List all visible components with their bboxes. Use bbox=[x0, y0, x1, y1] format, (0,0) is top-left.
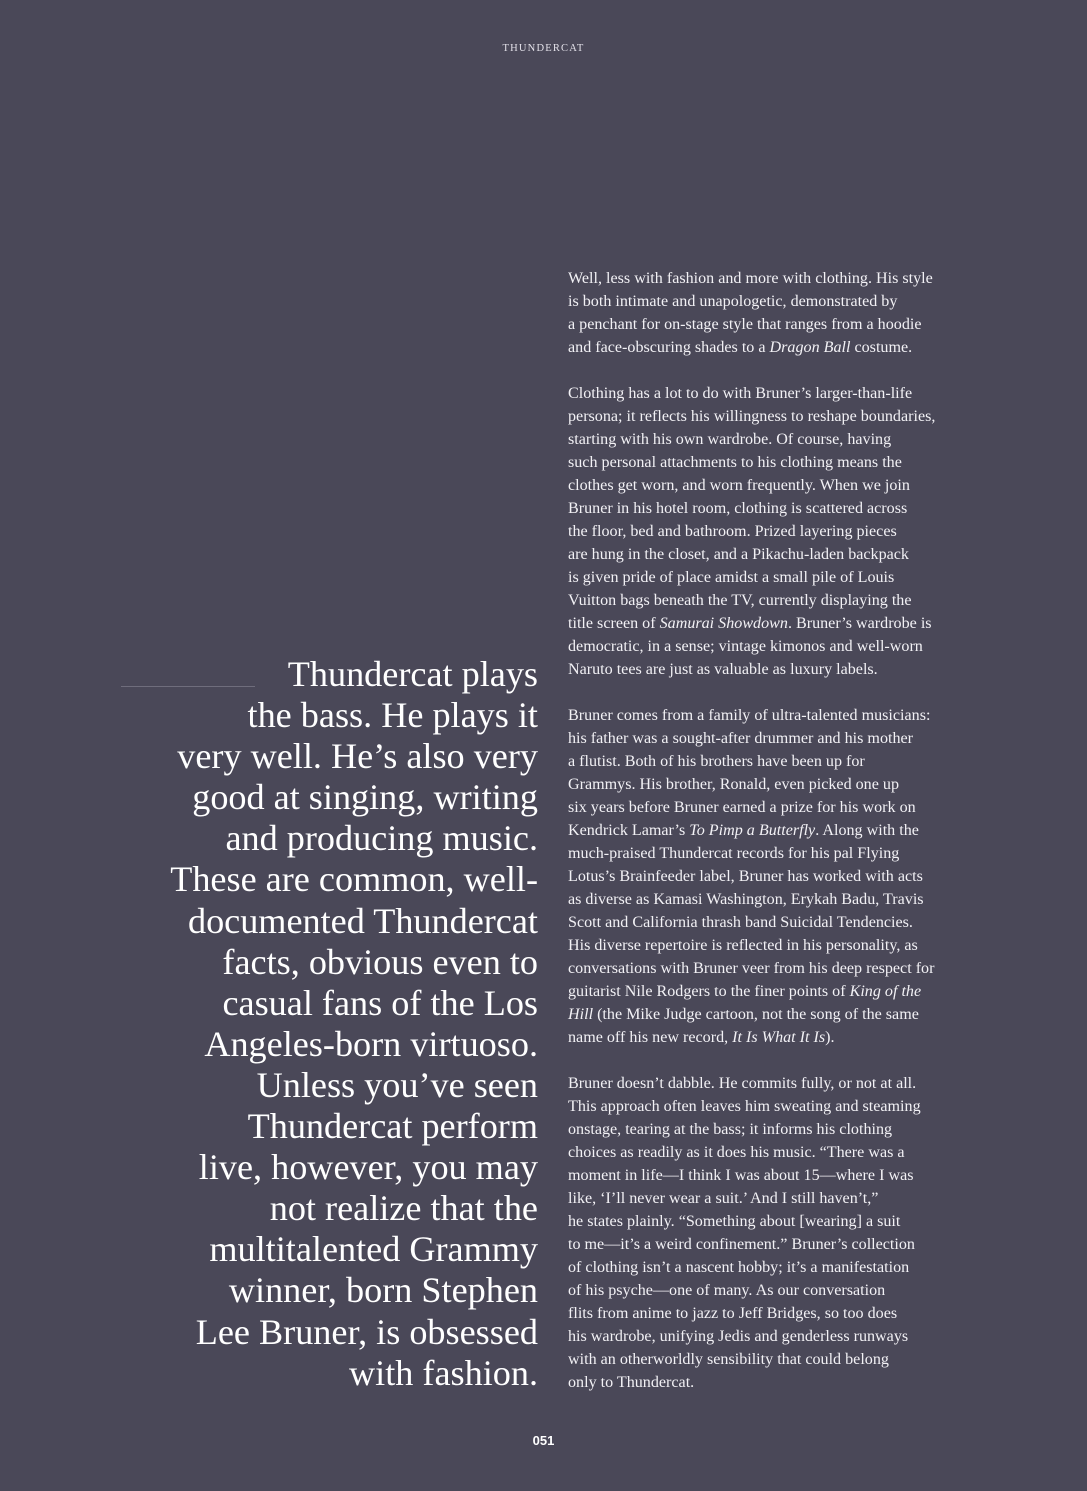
body-line bbox=[568, 1348, 1008, 1371]
pull-quote-line: facts, obvious even to bbox=[222, 941, 538, 982]
pull-quote-line: multitalented Grammy bbox=[209, 1229, 538, 1270]
body-line bbox=[568, 290, 1008, 313]
pull-quote-line: very well. He’s also very bbox=[177, 736, 538, 777]
body-text: his father was a sought-after drummer and his mother bbox=[568, 730, 914, 747]
body-paragraph bbox=[568, 267, 1008, 359]
body-line bbox=[568, 1233, 1008, 1256]
body-line bbox=[568, 1003, 1008, 1026]
body-text: democratic, in a sense; vintage kimonos and well-worn bbox=[568, 638, 923, 655]
pull-quote-line: not realize that the bbox=[269, 1188, 538, 1229]
body-text: name off his new record, bbox=[568, 1029, 733, 1046]
body-text: such personal attachments to his clothing means the bbox=[568, 454, 902, 471]
body-line bbox=[568, 497, 1008, 520]
body-line bbox=[568, 957, 1008, 980]
body-text: Bruner in his hotel room, clothing is scattered across bbox=[568, 500, 908, 517]
body-line bbox=[568, 566, 1008, 589]
body-text: His diverse repertoire is reflected in his personality, as bbox=[568, 937, 918, 954]
pull-quote-line: and producing music. bbox=[225, 818, 538, 859]
body-line bbox=[568, 773, 1008, 796]
body-line bbox=[568, 1210, 1008, 1233]
body-text: six years before Bruner earned a prize for his work on bbox=[568, 799, 916, 816]
body-text: with an otherworldly sensibility that could belong bbox=[568, 1351, 889, 1368]
pull-quote-line: These are common, well- bbox=[170, 859, 538, 900]
body-text: title screen of bbox=[568, 615, 660, 632]
body-text: a penchant for on-stage style that ranges from a hoodie bbox=[568, 316, 922, 333]
body-line bbox=[568, 1302, 1008, 1325]
body-text: onstage, tearing at the bass; it informs his clothing bbox=[568, 1121, 893, 1138]
body-line bbox=[568, 1371, 1008, 1394]
body-text: Naruto tees are just as valuable as luxury labels. bbox=[568, 661, 878, 678]
body-line bbox=[568, 796, 1008, 819]
body-text: only to Thundercat. bbox=[568, 1374, 695, 1391]
body-text: Bruner comes from a family of ultra-talented musicians: bbox=[568, 707, 931, 724]
italic-title: Hill bbox=[568, 1006, 594, 1023]
pull-quote-line: Unless you’ve seen bbox=[256, 1064, 538, 1105]
body-line bbox=[568, 451, 1008, 474]
italic-title: Dragon Ball bbox=[769, 339, 851, 356]
body-line bbox=[568, 819, 1008, 842]
body-line bbox=[568, 704, 1008, 727]
body-text: like, ‘I’ll never wear a suit.’ And I still haven’t,” bbox=[568, 1190, 879, 1207]
body-text: . Along with the bbox=[815, 822, 919, 839]
pull-quote-line: the bass. He plays it bbox=[247, 695, 538, 736]
body-text: of clothing isn’t a nascent hobby; it’s a manifestation bbox=[568, 1259, 910, 1276]
body-text: Vuitton bags beneath the TV, currently displaying the bbox=[568, 592, 912, 609]
body-line bbox=[568, 1325, 1008, 1348]
body-text: clothes get worn, and worn frequently. When we join bbox=[568, 477, 910, 494]
pull-quote-line: winner, born Stephen bbox=[228, 1270, 538, 1311]
body-text: and face-obscuring shades to a bbox=[568, 339, 770, 356]
body-paragraph bbox=[568, 382, 1008, 681]
body-text: as diverse as Kamasi Washington, Erykah Badu, Travis bbox=[568, 891, 924, 908]
body-text: to me—it’s a weird confinement.” Bruner’s collection bbox=[568, 1236, 915, 1253]
body-text: conversations with Bruner veer from his deep respect for bbox=[568, 960, 935, 977]
body-text: he states plainly. “Something about [wearing] a suit bbox=[568, 1213, 901, 1230]
body-text: choices as readily as it does his music. “There was a bbox=[568, 1144, 905, 1161]
body-text: much-praised Thundercat records for his pal Flying bbox=[568, 845, 900, 862]
body-text: his wardrobe, unifying Jedis and genderless runways bbox=[568, 1328, 909, 1345]
italic-title: It Is What It Is bbox=[732, 1029, 826, 1046]
body-line bbox=[568, 727, 1008, 750]
body-text: persona; it reflects his willingness to reshape boundaries, bbox=[568, 408, 936, 425]
body-line bbox=[568, 980, 1008, 1003]
body-line bbox=[568, 1164, 1008, 1187]
body-line bbox=[568, 589, 1008, 612]
body-line bbox=[568, 520, 1008, 543]
italic-title: King of the bbox=[849, 983, 922, 1000]
body-text: Well, less with fashion and more with clothing. His style bbox=[568, 270, 933, 287]
body-line bbox=[568, 1095, 1008, 1118]
body-line bbox=[568, 1279, 1008, 1302]
italic-title: To Pimp a Butterfly bbox=[689, 822, 816, 839]
body-text: the floor, bed and bathroom. Prized layering pieces bbox=[568, 523, 897, 540]
body-line bbox=[568, 911, 1008, 934]
body-text: Bruner doesn’t dabble. He commits fully, or not at all. bbox=[568, 1075, 917, 1092]
body-text: of his psyche—one of many. As our conversation bbox=[568, 1282, 886, 1299]
body-paragraph bbox=[568, 1072, 1008, 1394]
body-line bbox=[568, 1072, 1008, 1095]
body-line bbox=[568, 336, 1008, 359]
body-line bbox=[568, 888, 1008, 911]
body-text: ). bbox=[825, 1029, 835, 1046]
body-text: guitarist Nile Rodgers to the finer points of bbox=[568, 983, 850, 1000]
body-line bbox=[568, 1256, 1008, 1279]
body-text: Kendrick Lamar’s bbox=[568, 822, 690, 839]
body-text: flits from anime to jazz to Jeff Bridges, so too does bbox=[568, 1305, 898, 1322]
body-line bbox=[568, 382, 1008, 405]
italic-title: Samurai Showdown bbox=[659, 615, 788, 632]
body-line bbox=[568, 1118, 1008, 1141]
pull-quote-line: Angeles-born virtuoso. bbox=[204, 1023, 538, 1064]
pull-quote-line: documented Thundercat bbox=[187, 900, 538, 941]
body-line bbox=[568, 1141, 1008, 1164]
pull-quote-line: live, however, you may bbox=[198, 1147, 538, 1188]
pull-quote-line: Thundercat plays bbox=[287, 654, 538, 694]
pull-quote-line: casual fans of the Los bbox=[222, 982, 538, 1023]
body-line bbox=[568, 1187, 1008, 1210]
body-text: (the Mike Judge cartoon, not the song of the same bbox=[593, 1006, 919, 1023]
body-line bbox=[568, 612, 1008, 635]
body-line bbox=[568, 865, 1008, 888]
body-line bbox=[568, 405, 1008, 428]
body-line bbox=[568, 313, 1008, 336]
body-text: Grammys. His brother, Ronald, even picked one up bbox=[568, 776, 899, 793]
article-body bbox=[568, 267, 1008, 1417]
pull-quote bbox=[118, 654, 538, 1394]
body-text: starting with his own wardrobe. Of course, having bbox=[568, 431, 892, 448]
body-text: Scott and California thrash band Suicidal Tendencies. bbox=[568, 914, 913, 931]
body-line bbox=[568, 658, 1008, 681]
body-text: This approach often leaves him sweating and steaming bbox=[568, 1098, 921, 1115]
body-line bbox=[568, 635, 1008, 658]
page-number: 051 bbox=[532, 1433, 555, 1448]
body-line bbox=[568, 934, 1008, 957]
pull-quote-line: with fashion. bbox=[349, 1352, 538, 1393]
body-line bbox=[568, 428, 1008, 451]
body-line bbox=[568, 1026, 1008, 1049]
body-line bbox=[568, 543, 1008, 566]
body-line bbox=[568, 474, 1008, 497]
body-text: Clothing has a lot to do with Bruner’s larger-than-life bbox=[568, 385, 913, 402]
pull-quote-line: Lee Bruner, is obsessed bbox=[195, 1311, 538, 1352]
body-text: are hung in the closet, and a Pikachu-laden backpack bbox=[568, 546, 909, 563]
body-text: moment in life—I think I was about 15—where I was bbox=[568, 1167, 914, 1184]
body-text: . Bruner’s wardrobe is bbox=[787, 615, 932, 632]
body-line bbox=[568, 750, 1008, 773]
body-line bbox=[568, 267, 1008, 290]
pull-quote-line: Thundercat perform bbox=[247, 1106, 538, 1147]
body-text: is given pride of place amidst a small pile of Louis bbox=[568, 569, 895, 586]
body-paragraph bbox=[568, 704, 1008, 1049]
body-line bbox=[568, 842, 1008, 865]
body-text: a flutist. Both of his brothers have been up for bbox=[568, 753, 865, 770]
body-text: costume. bbox=[850, 339, 913, 356]
running-head: THUNDERCAT bbox=[502, 43, 585, 54]
body-text: Lotus’s Brainfeeder label, Bruner has worked with acts bbox=[568, 868, 923, 885]
pull-quote-line: good at singing, writing bbox=[192, 777, 538, 818]
body-text: is both intimate and unapologetic, demonstrated by bbox=[568, 293, 898, 310]
